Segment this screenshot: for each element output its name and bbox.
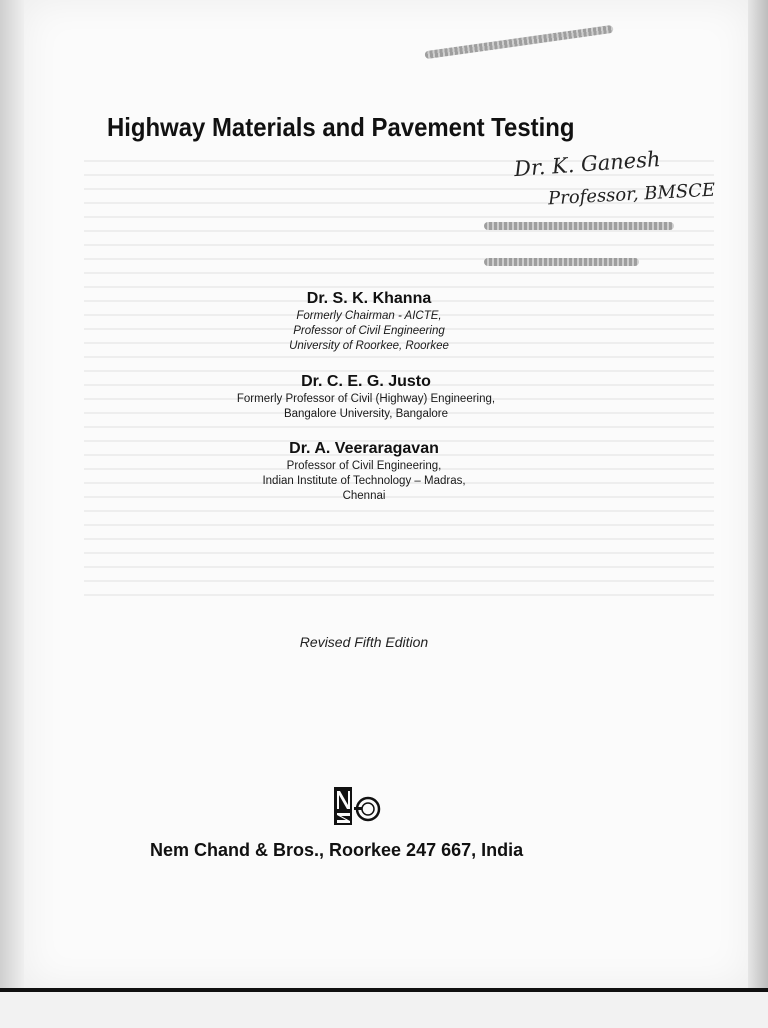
next-page-strip — [0, 988, 768, 1028]
page-right-edge — [748, 0, 768, 988]
author-affiliation: Professor of Civil Engineering, — [286, 460, 442, 472]
author-name: Dr. S. K. Khanna — [306, 290, 432, 307]
edition-label: Revised Fifth Edition — [299, 634, 429, 650]
nem-chand-logo-icon — [334, 787, 382, 832]
author-affiliation: Indian Institute of Technology – Madras, — [262, 475, 466, 487]
handwritten-owner-title: Professor, BMSCE — [547, 179, 716, 210]
author-affiliation: Professor of Civil Engineering — [293, 325, 445, 337]
author-affiliation: Formerly Chairman - AICTE, — [296, 310, 442, 322]
crossed-out-stamp-low — [484, 258, 639, 266]
author-affiliation: Formerly Professor of Civil (Highway) Engineering, — [236, 393, 496, 405]
book-title: Highway Materials and Pavement Testing — [107, 112, 575, 142]
handwritten-owner-name: Dr. K. Ganesh — [513, 146, 662, 182]
publisher-imprint: Nem Chand & Bros., Roorkee 247 667, India — [150, 840, 524, 860]
author-name: Dr. A. Veeraragavan — [289, 440, 439, 457]
crossed-out-stamp-mid — [484, 222, 674, 230]
author-name: Dr. C. E. G. Justo — [301, 373, 431, 390]
author-affiliation: Bangalore University, Bangalore — [283, 408, 449, 420]
author-affiliation: University of Roorkee, Roorkee — [289, 340, 449, 352]
author-affiliation: Chennai — [342, 490, 386, 502]
